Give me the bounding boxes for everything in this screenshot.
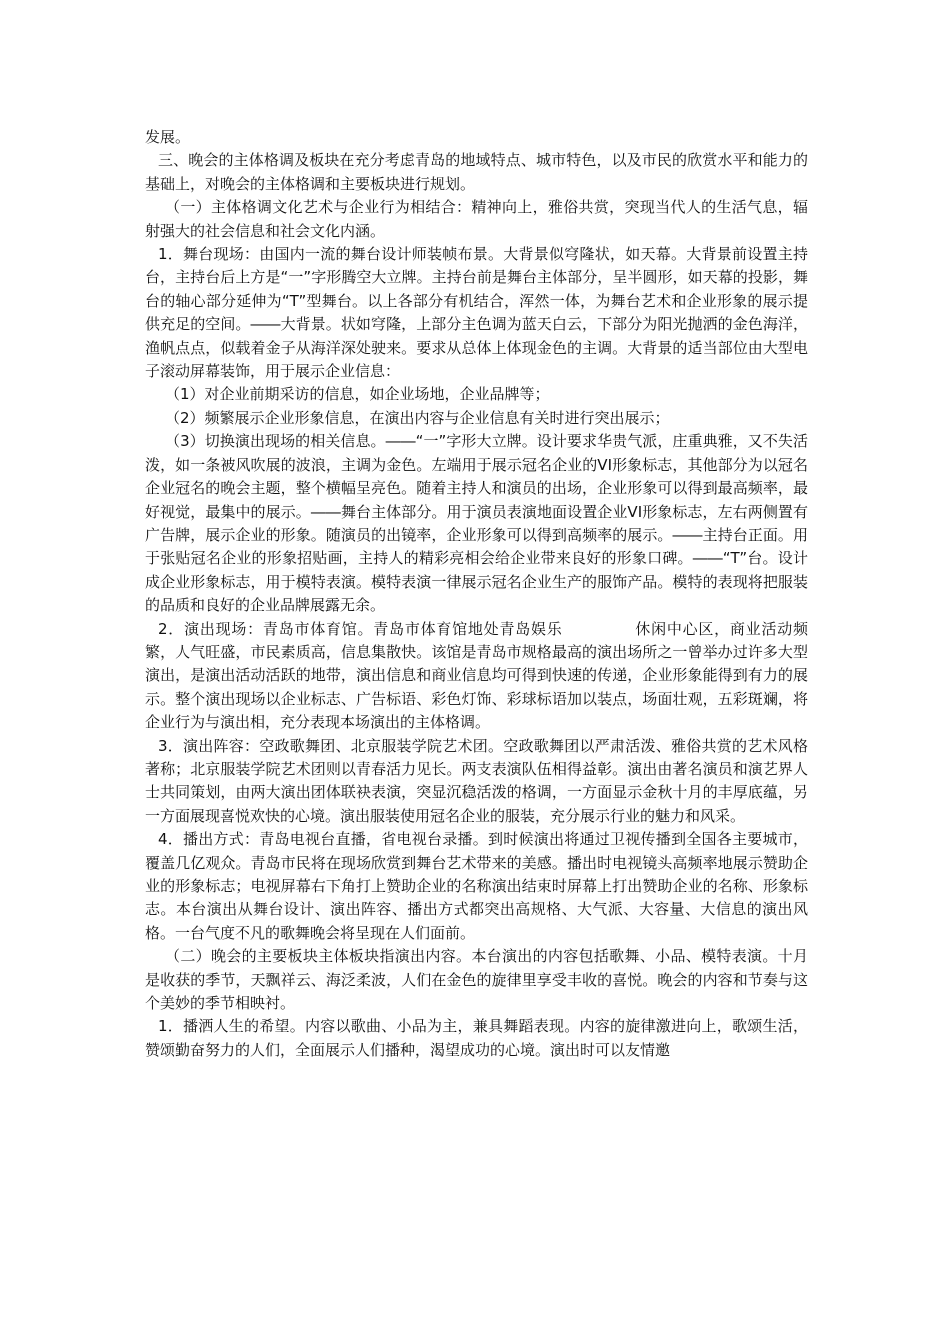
paragraph-item-1: （1）对企业前期采访的信息，如企业场地，企业品牌等；: [165, 385, 550, 404]
paragraph-block-one: 1．播洒人生的希望。内容以歌曲、小品为主，兼具舞蹈表现。内容的旋律激进向上，歌颂生活，赞颂勤奋努力的人们，全面展示人们播种，渴望成功的心境。演出时可以友情邀: [145, 1017, 808, 1059]
paragraph-stage-scene: 1．舞台现场：由国内一流的舞台设计师装帧布景。大背景似穹隆状，如天幕。大背景前设置主持台，主持台后上方是“一”字形腾空大立牌。主持台前是舞台主体部分，呈半圆形，如天幕的投影，舞台的轴心部分延伸为“T”型舞台。以上各部分有机结合，浑然一体，为舞台艺术和企业形象的展示提供充足的空间。――大背景。状如穹隆，上部分主色调为蓝天白云，下部分为阳光抛洒的金色海洋，渔帆点点，似载着金子从海洋深处驶来。要求从总体上体现金色的主调。大背景的适当部位由大型电子滚动屏幕装饰，用于展示企业信息：: [145, 245, 808, 381]
paragraph-item-2: （2）频繁展示企业形象信息，在演出内容与企业信息有关时进行突出展示；: [165, 408, 670, 427]
paragraph-subsection-two: （二）晚会的主要板块主体板块指演出内容。本台演出的内容包括歌舞、小品、模特表演。十月是收获的季节，天飘祥云、海泛柔波，人们在金色的旋律里享受丰收的喜悦。晚会的内容和节奏与这个美妙的季节相映衬。: [145, 947, 808, 1013]
paragraph-broadcast-method: 4．播出方式：青岛电视台直播，省电视台录播。到时候演出将通过卫视传播到全国各主要城市，覆盖几亿观众。青岛市民将在现场欣赏到舞台艺术带来的美感。播出时电视镜头高频率地展示赞助企业的形象标志；电视屏幕右下角打上赞助企业的名称演出结束时屏幕上打出赞助企业的名称、形象标志。本台演出从舞台设计、演出阵容、播出方式都突出高规格、大气派、大容量、大信息的演出风格。一台气度不凡的歌舞晚会将呈现在人们面前。: [145, 830, 808, 942]
paragraph-performance-lineup: 3．演出阵容：空政歌舞团、北京服装学院艺术团。空政歌舞团以严肃活泼、雅俗共赏的艺术风格著称；北京服装学院艺术团则以青春活力见长。两支表演队伍相得益彰。演出由著名演员和演艺界人士共同策划，由两大演出团体联袂表演，突显沉稳活泼的格调，一方面显示金秋十月的丰厚底蕴，另一方面展现喜悦欢快的心境。演出服装使用冠名企业的服装，充分展示行业的魅力和风采。: [145, 736, 808, 825]
paragraph-continuation: 发展。: [145, 128, 191, 146]
paragraph-subsection-one: （一）主体格调文化艺术与企业行为相结合：精神向上，雅俗共赏，突现当代人的生活气息，辐射强大的社会信息和社会文化内涵。: [145, 198, 808, 240]
paragraph-performance-venue: [145, 618, 808, 735]
paragraph-section-three: 三、晚会的主体格调及板块在充分考虑青岛的地域特点、城市特色，以及市民的欣赏水平和能力的基础上，对晚会的主体格调和主要板块进行规划。: [145, 151, 808, 193]
venue-text-part1: 2．演出现场：青岛市体育馆。青岛市体育馆地处青岛娱乐: [158, 619, 563, 638]
paragraph-item-3: （3）切换演出现场的相关信息。――“一”字形大立牌。设计要求华贵气派，庄重典雅，又不失活泼，如一条被风吹展的波浪，主调为金色。左端用于展示冠名企业的VI形象标志，其他部分为以冠名企业冠名的晚会主题，整个横幅呈亮色。随着主持人和演员的出场，企业形象可以得到最高频率，最好视觉，最集中的展示。――舞台主体部分。用于演员表演地面设置企业VI形象标志，左右两侧置有广告牌，展示企业的形象。随演员的出镜率，企业形象可以得到高频率的展示。――主持台正面。用于张贴冠名企业的形象招贴画，主持人的精彩亮相会给企业带来良好的形象口碑。――“T”台。设计成企业形象标志，用于模特表演。模特表演一律展示冠名企业生产的服饰产品。模特的表现将把服装的品质和良好的企业品牌展露无余。: [145, 432, 808, 615]
document-page: [145, 126, 808, 1062]
venue-text-part2: 休闲中心区，商业活动频繁，人气旺盛，市民素质高，信息集散快。该馆是青岛市规格最高的演出场所之一曾举办过许多大型演出，是演出活动活跃的地带，演出信息和商业信息均可得到快速的传递，企业形象能得到有力的展示。整个演出现场以企业标志、广告标语、彩色灯饰、彩球标语加以装点，场面壮观，五彩斑斓，将企业行为与演出相，充分表现本场演出的主体格调。: [145, 619, 808, 732]
